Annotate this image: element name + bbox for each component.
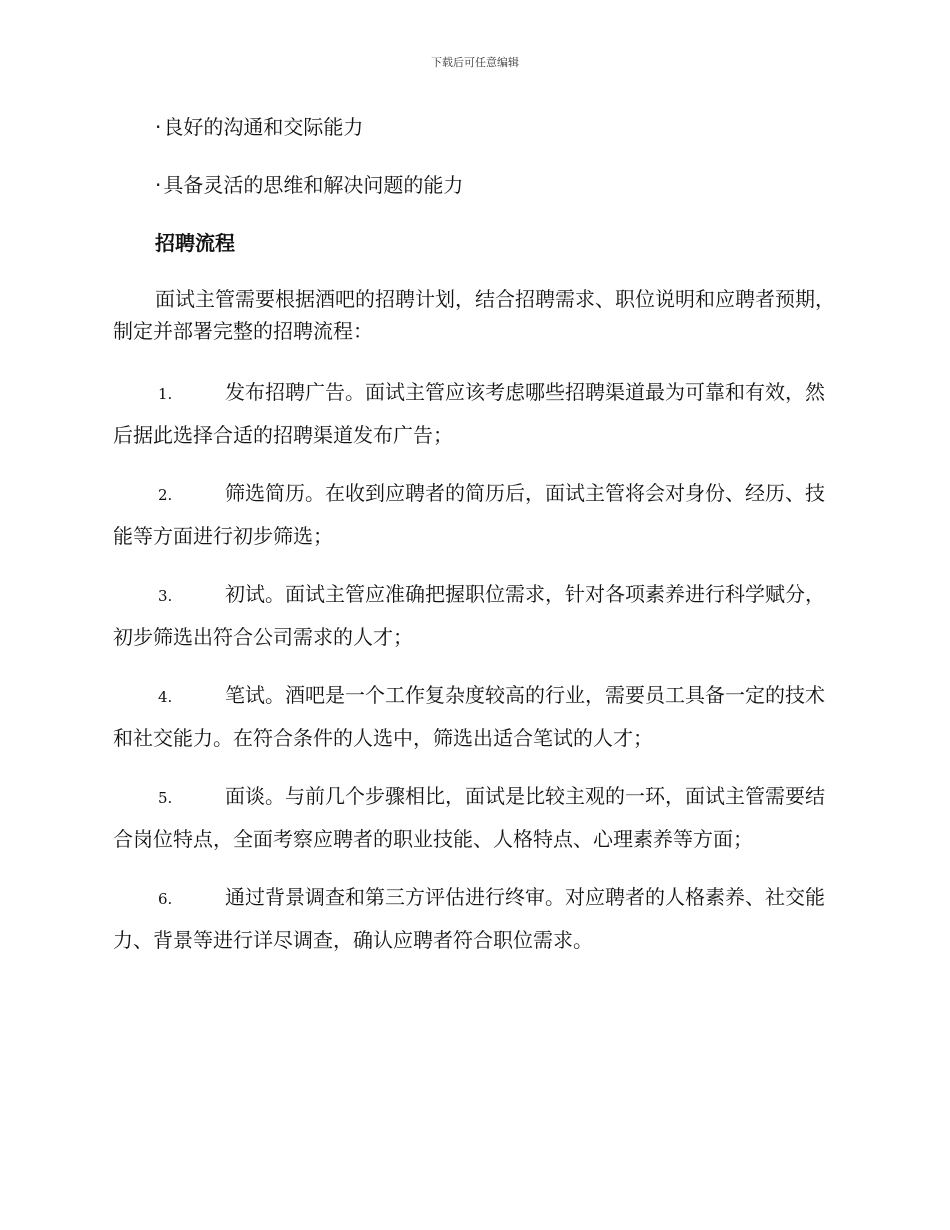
step-text: 通过背景调查和第三方评估进行终审。对应聘者的人格素养、社交能力、背景等进行详尽调查，确认应聘者符合职位需求。 (113, 885, 825, 952)
step-text: 初试。面试主管应准确把握职位需求，针对各项素养进行科学赋分，初步筛选出符合公司需求的人才； (113, 582, 825, 649)
page-header-note: 下载后可任意编辑 (431, 56, 519, 69)
bullet-item (155, 112, 835, 142)
document-body (113, 112, 835, 978)
step-text: 面谈。与前几个步骤相比，面试是比较主观的一环，面试主管需要结合岗位特点，全面考察应聘者的职业技能、人格特点、心理素养等方面； (113, 784, 825, 851)
step-text: 笔试。酒吧是一个工作复杂度较高的行业，需要员工具备一定的技术和社交能力。在符合条件的人选中，筛选出适合笔试的人才； (113, 683, 825, 750)
bullet-item (155, 170, 835, 200)
list-item (113, 473, 835, 557)
list-item (113, 877, 835, 961)
list-item (113, 776, 835, 860)
bullet-dot: · (155, 173, 162, 197)
section-heading: 招聘流程 (155, 231, 235, 255)
step-text: 发布招聘广告。面试主管应该考虑哪些招聘渠道最为可靠和有效，然后据此选择合适的招聘渠道发布广告； (113, 380, 825, 447)
step-text: 筛选简历。在收到应聘者的简历后，面试主管将会对身份、经历、技能等方面进行初步筛选； (113, 481, 825, 548)
list-item (113, 574, 835, 658)
step-number: 1. (158, 385, 173, 403)
bullet-text: 具备灵活的思维和解决问题的能力 (163, 173, 464, 197)
step-number: 5. (158, 789, 173, 807)
list-item (113, 372, 835, 456)
step-number: 2. (158, 486, 173, 504)
bullet-dot: · (155, 115, 162, 139)
step-number: 6. (158, 890, 173, 908)
step-number: 4. (158, 688, 173, 706)
bullet-text: 良好的沟通和交际能力 (163, 115, 364, 139)
step-number: 3. (158, 587, 173, 605)
list-item (113, 675, 835, 759)
section-intro-paragraph: 面试主管需要根据酒吧的招聘计划，结合招聘需求、职位说明和应聘者预期，制定并部署完整的招聘流程： (113, 287, 835, 343)
